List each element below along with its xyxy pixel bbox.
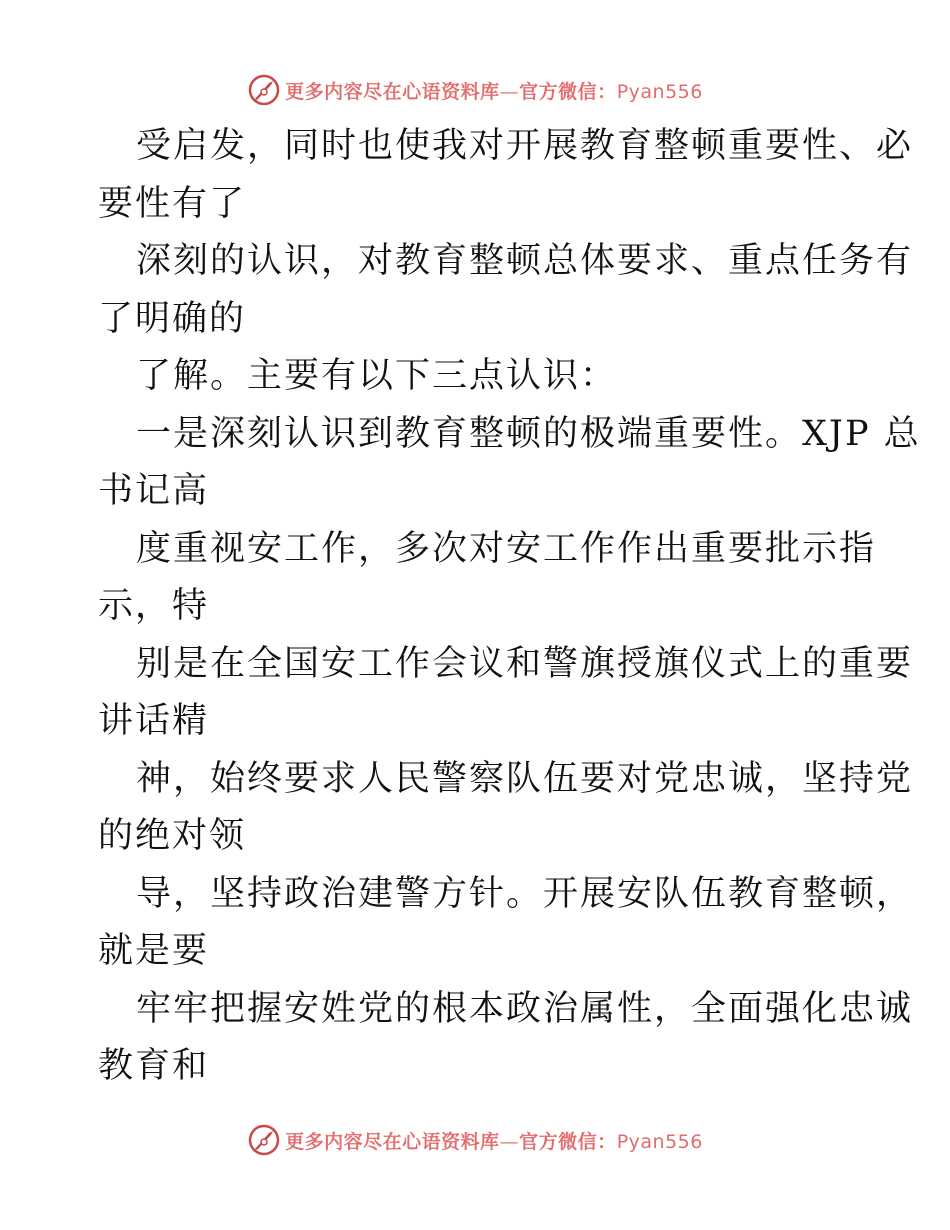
- watermark-official: 官方微信：: [519, 1130, 617, 1153]
- watermark-separator: —: [499, 1130, 520, 1153]
- text-line: 神，始终要求人民警察队伍要对党忠诚，坚持党: [136, 758, 914, 799]
- text-line: 了明确的: [98, 298, 247, 339]
- quill-pen-circle-icon: [247, 1123, 281, 1157]
- watermark-account: Pyan556: [616, 1130, 703, 1153]
- watermark-separator: —: [499, 80, 520, 103]
- watermark-text: [285, 77, 703, 104]
- text-line: 深刻的认识，对教育整顿总体要求、重点任务有: [136, 241, 914, 281]
- watermark-official: 官方微信：: [519, 80, 617, 103]
- footer-watermark: [0, 1120, 950, 1160]
- text-line: 度重视安工作，多次对安工作作出重要批示指: [136, 528, 877, 569]
- watermark-account: Pyan556: [616, 80, 703, 103]
- text-line: 牢牢把握安姓党的根本政治属性，全面强化忠诚: [136, 988, 914, 1029]
- text-line: 示，特: [98, 586, 210, 626]
- text-line: 就是要: [98, 931, 210, 971]
- watermark-brand: 更多内容尽在心语资料库: [285, 1130, 500, 1153]
- quill-pen-circle-icon: [247, 73, 281, 107]
- watermark-text: [285, 1127, 703, 1154]
- watermark-brand: 更多内容尽在心语资料库: [285, 80, 500, 103]
- text-line: 一是深刻认识到教育整顿的极端重要性。XJP 总: [136, 413, 921, 454]
- text-line: 的绝对领: [98, 816, 247, 856]
- text-line: 别是在全国安工作会议和警旗授旗仪式上的重要: [136, 643, 914, 684]
- header-watermark: [0, 70, 950, 110]
- text-line: 了解。主要有以下三点认识：: [136, 356, 618, 396]
- text-line: 导，坚持政治建警方针。开展安队伍教育整顿，: [136, 873, 914, 914]
- text-line: 讲话精: [98, 701, 210, 741]
- text-line: 教育和: [98, 1046, 210, 1086]
- body-text: [98, 118, 921, 1096]
- text-line: 书记高: [98, 471, 210, 511]
- text-line: 要性有了: [98, 183, 247, 224]
- text-line: 受启发，同时也使我对开展教育整顿重要性、必: [136, 126, 914, 166]
